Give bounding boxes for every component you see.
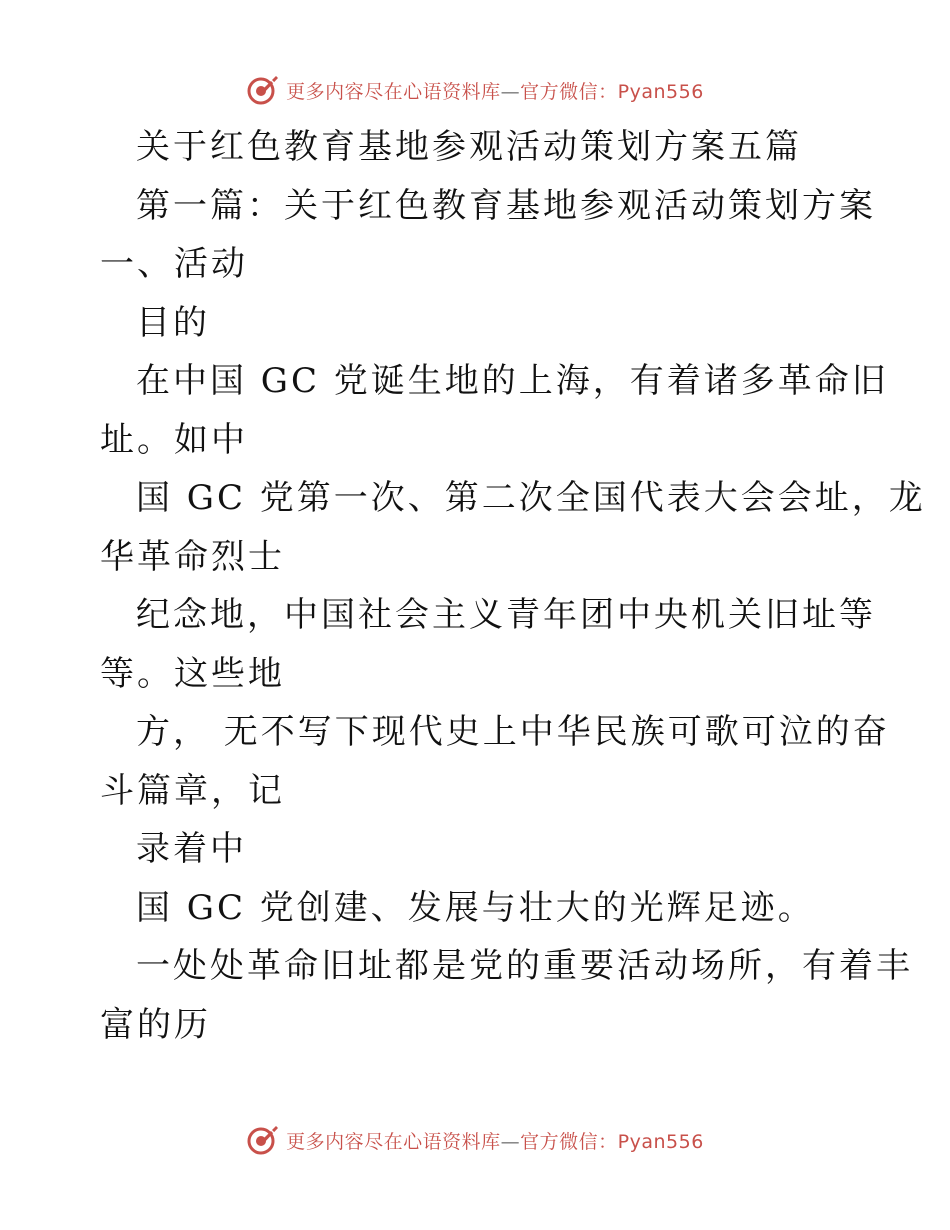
watermark-banner-bottom bbox=[0, 1120, 950, 1160]
watermark-separator: — bbox=[500, 80, 521, 103]
document-line: 国 GC 党创建、发展与壮大的光辉足迹。 bbox=[136, 887, 815, 928]
document-line: 一处处革命旧址都是党的重要活动场所，有着丰 bbox=[136, 946, 913, 986]
watermark-banner-top bbox=[0, 70, 950, 110]
document-line: 方， 无不写下现代史上中华民族可歌可泣的奋 bbox=[136, 712, 890, 752]
document-line: 斗篇章，记 bbox=[100, 770, 285, 811]
document-line: 关于红色教育基地参观活动策划方案五篇 bbox=[136, 127, 802, 167]
watermark-main-text: 更多内容尽在心语资料库 bbox=[286, 80, 501, 103]
document-line: 国 GC 党第一次、第二次全国代表大会会址，龙 bbox=[136, 478, 926, 518]
watermark-main-text: 更多内容尽在心语资料库 bbox=[286, 1130, 501, 1153]
document-line: 华革命烈士 bbox=[100, 536, 285, 577]
document-line: 一、活动 bbox=[100, 244, 248, 284]
document-line: 目的 bbox=[136, 302, 210, 343]
document-line: 址。如中 bbox=[100, 419, 248, 460]
document-line: 录着中 bbox=[136, 829, 247, 869]
quill-pen-logo-icon bbox=[246, 1123, 280, 1157]
document-line: 富的历 bbox=[100, 1004, 211, 1045]
watermark-contact-text: 官方微信：Pyan556 bbox=[520, 1130, 704, 1153]
document-line: 第一篇：关于红色教育基地参观活动策划方案 bbox=[136, 185, 876, 226]
watermark-text bbox=[286, 1127, 704, 1154]
watermark-contact-text: 官方微信：Pyan556 bbox=[520, 80, 704, 103]
document-line: 在中国 GC 党诞生地的上海，有着诸多革命旧 bbox=[136, 361, 889, 401]
quill-pen-logo-icon bbox=[246, 73, 280, 107]
watermark-separator: — bbox=[500, 1130, 521, 1153]
document-line: 纪念地，中国社会主义青年团中央机关旧址等 bbox=[136, 595, 876, 635]
watermark-text bbox=[286, 77, 704, 104]
document-body bbox=[100, 118, 926, 1054]
document-line: 等。这些地 bbox=[100, 653, 285, 694]
